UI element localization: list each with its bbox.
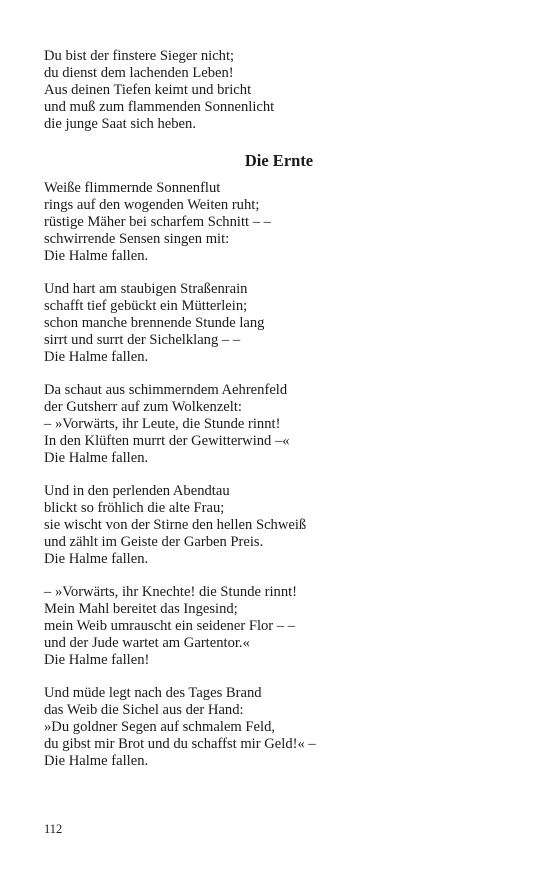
intro-stanza	[44, 48, 514, 133]
verse-line: Da schaut aus schimmerndem Aehrenfeld	[44, 382, 288, 398]
stanza-5	[44, 584, 514, 669]
verse-line: In den Klüften murrt der Gewitterwind –«	[44, 433, 290, 449]
verse-line: du dienst dem lachenden Leben!	[44, 65, 234, 81]
verse-line: mein Weib umrauscht ein seidener Flor – –	[44, 618, 296, 634]
verse-line: Aus deinen Tiefen keimt und bricht	[44, 82, 252, 98]
verse-line: rings auf den wogenden Weiten ruht;	[44, 197, 260, 213]
refrain-line: Die Halme fallen.	[44, 248, 149, 264]
stanza-gap	[44, 568, 514, 584]
verse-line: rüstige Mäher bei scharfem Schnitt – –	[44, 214, 271, 230]
verse-line: – »Vorwärts, ihr Leute, die Stunde rinnt!	[44, 416, 281, 432]
refrain-line: Die Halme fallen.	[44, 349, 149, 365]
refrain-line: Die Halme fallen.	[44, 551, 149, 567]
verse-line: Und hart am staubigen Straßenrain	[44, 281, 248, 297]
verse-line: du gibst mir Brot und du schaffst mir Geld!« –	[44, 736, 316, 752]
stanza-gap	[44, 265, 514, 281]
stanza-6	[44, 685, 514, 770]
refrain-line: Die Halme fallen!	[44, 652, 150, 668]
stanza-1	[44, 180, 514, 265]
stanza-3	[44, 382, 514, 467]
stanza-2	[44, 281, 514, 366]
stanza-4	[44, 483, 514, 568]
verse-line: der Gutsherr auf zum Wolkenzelt:	[44, 399, 242, 415]
verse-line: die junge Saat sich heben.	[44, 116, 196, 132]
verse-line: blickt so fröhlich die alte Frau;	[44, 500, 225, 516]
stanza-gap	[44, 467, 514, 483]
verse-line: das Weib die Sichel aus der Hand:	[44, 702, 244, 718]
verse-line: und der Jude wartet am Gartentor.«	[44, 635, 250, 651]
stanza-gap	[44, 669, 514, 685]
verse-line: sirrt und surrt der Sichelklang – –	[44, 332, 241, 348]
verse-line: – »Vorwärts, ihr Knechte! die Stunde rinnt!	[44, 584, 298, 600]
refrain-line: Die Halme fallen.	[44, 450, 149, 466]
verse-line: Du bist der finstere Sieger nicht;	[44, 48, 235, 64]
stanza-gap	[44, 366, 514, 382]
verse-line: Mein Mahl bereitet das Ingesind;	[44, 601, 238, 617]
verse-line: schafft tief gebückt ein Mütterlein;	[44, 298, 248, 314]
refrain-line: Die Halme fallen.	[44, 753, 149, 769]
verse-line: und muß zum flammenden Sonnenlicht	[44, 99, 275, 115]
verse-line: Und in den perlenden Abendtau	[44, 483, 230, 499]
verse-line: schon manche brennende Stunde lang	[44, 315, 265, 331]
verse-line: »Du goldner Segen auf schmalem Feld,	[44, 719, 276, 735]
verse-line: Weiße flimmernde Sonnenflut	[44, 180, 221, 196]
poem-title: Die Ernte	[244, 151, 314, 170]
verse-line: Und müde legt nach des Tages Brand	[44, 685, 262, 701]
verse-line: und zählt im Geiste der Garben Preis.	[44, 534, 264, 550]
verse-line: sie wischt von der Stirne den hellen Schweiß	[44, 517, 307, 533]
page-number: 112	[44, 822, 63, 836]
page-content	[44, 48, 514, 770]
verse-line: schwirrende Sensen singen mit:	[44, 231, 230, 247]
